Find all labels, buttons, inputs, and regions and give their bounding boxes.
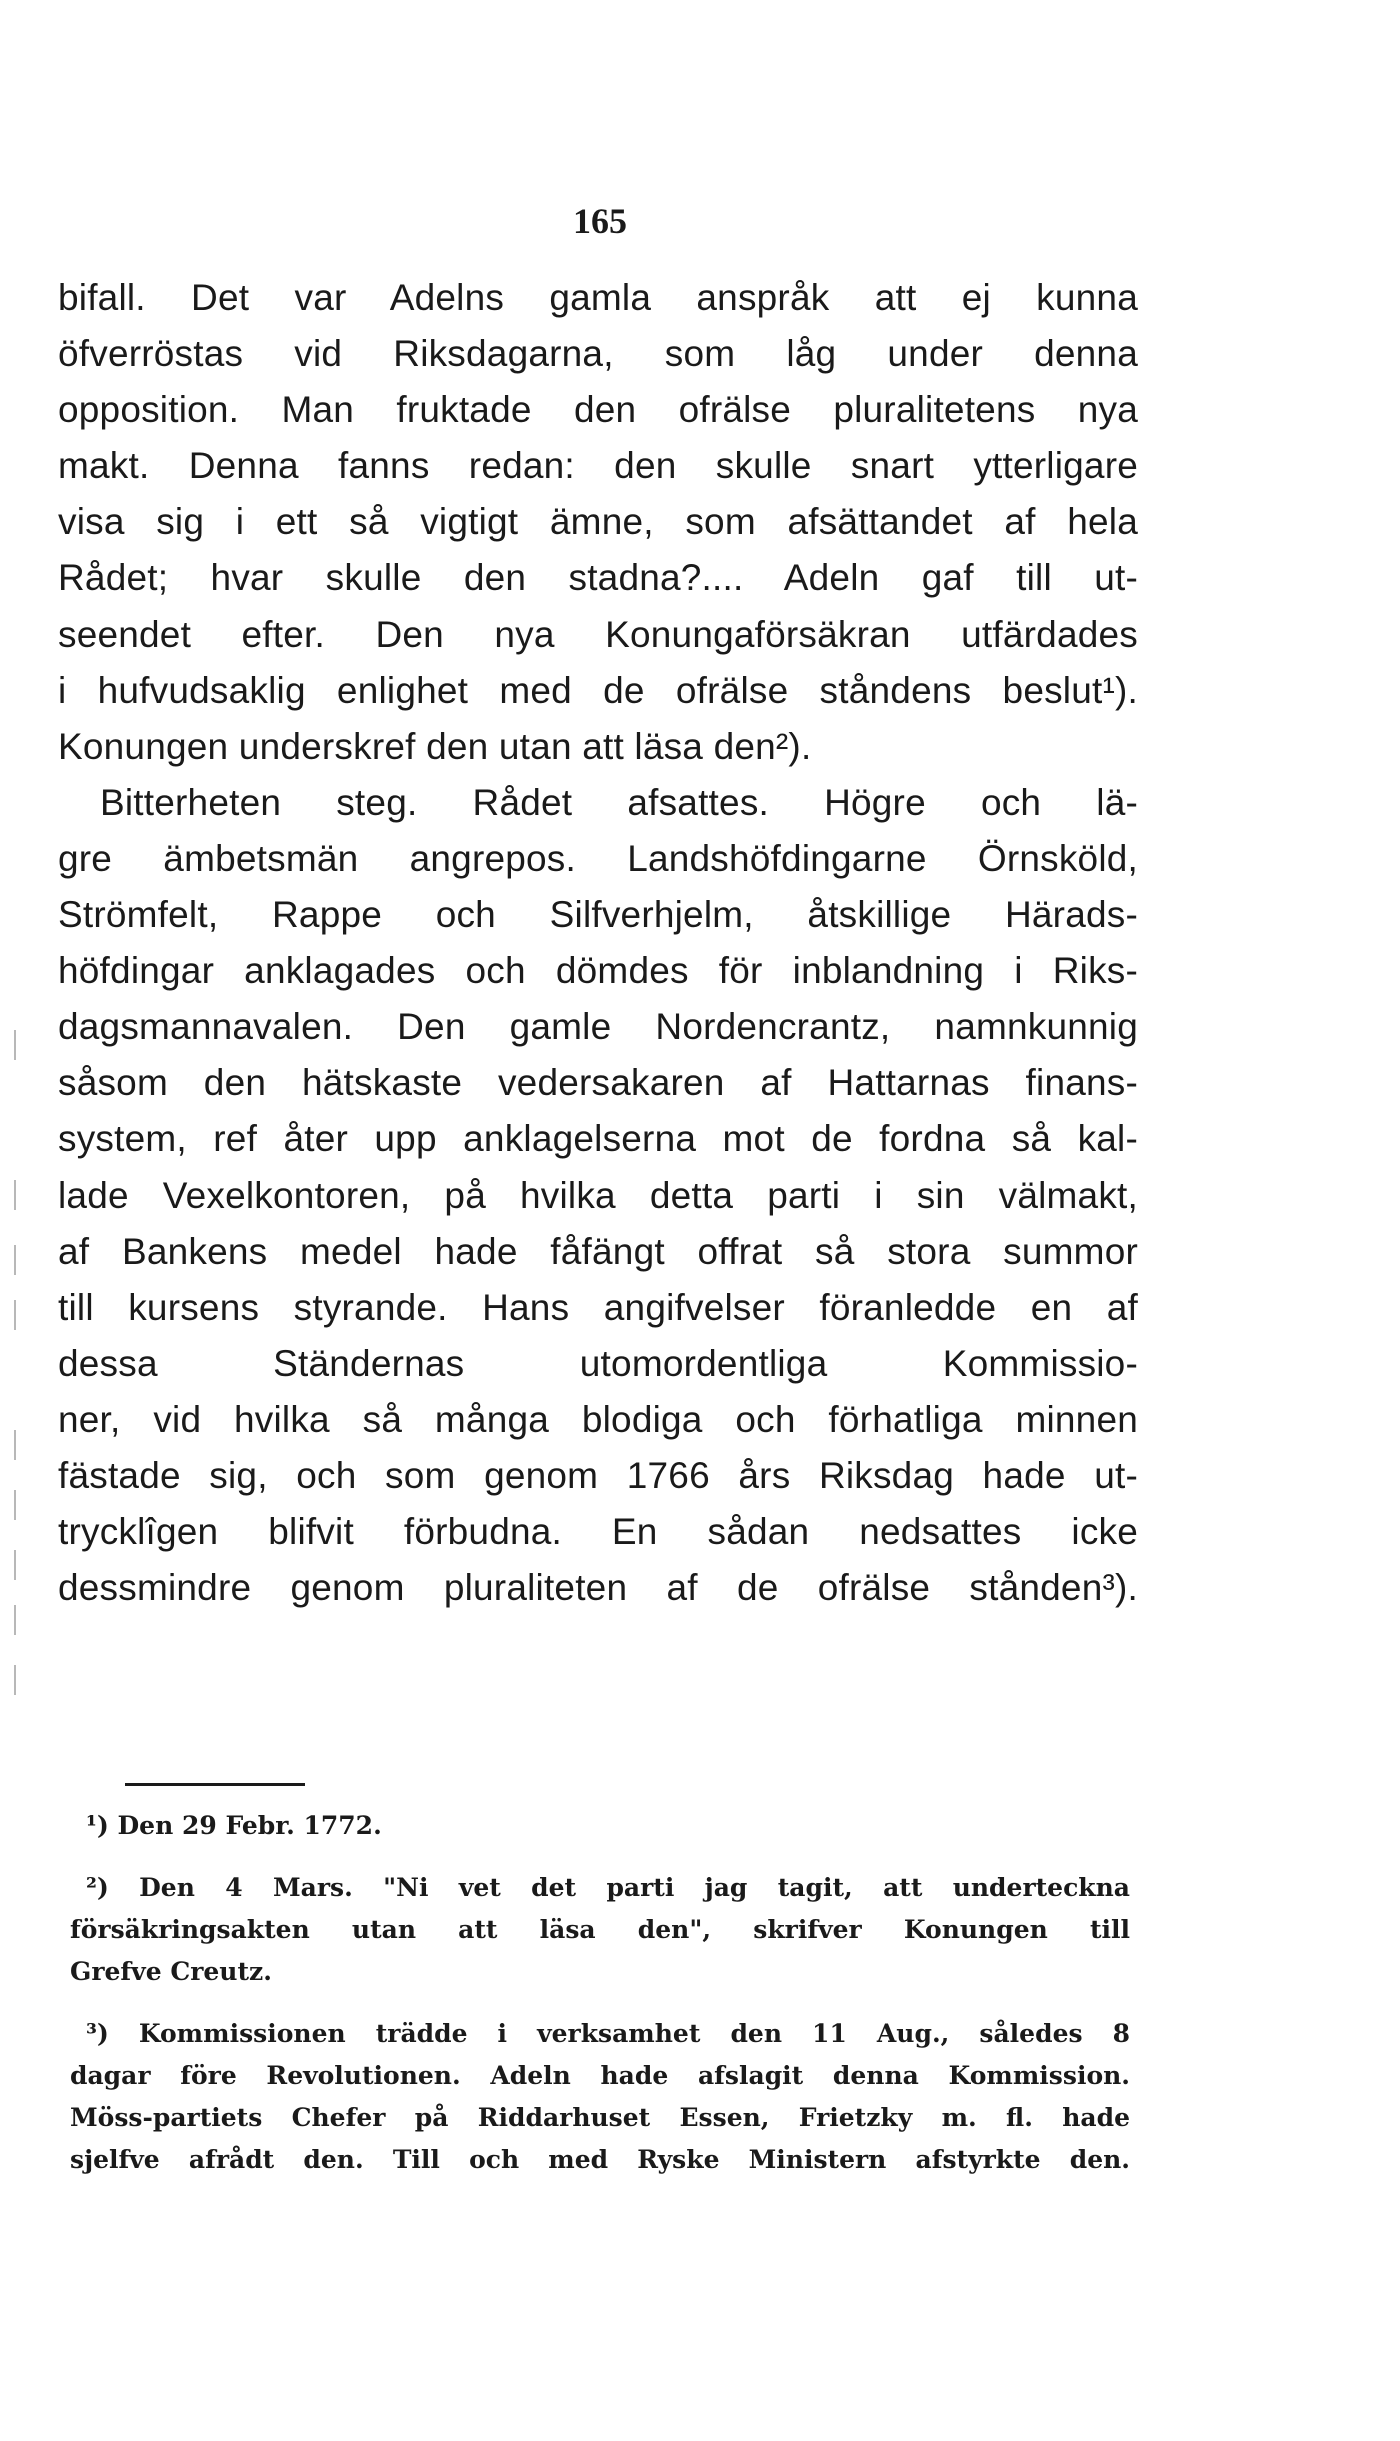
- footnote-3-line: Möss-partiets Chefer på Riddarhuset Essen, Frietzky m. fl. hade: [70, 2103, 1130, 2132]
- text-line: öfverröstas vid Riksdagarna, som låg under denna: [58, 333, 1138, 375]
- text-line: Konungen underskref den utan att läsa den²).: [58, 725, 812, 767]
- footnote-1: ¹) Den 29 Febr. 1772.: [86, 1811, 382, 1840]
- text-line: seendet efter. Den nya Konungaförsäkran utfärdades: [58, 613, 1138, 655]
- text-line: höfdingar anklagades och dömdes för inblandning i Riks-: [58, 950, 1138, 992]
- text-line: makt. Denna fanns redan: den skulle snart ytterligare: [58, 445, 1138, 487]
- text-line: bifall. Det var Adelns gamla anspråk att ej kunna: [58, 277, 1138, 318]
- scan-margin-mark: [14, 1180, 16, 1210]
- footnote-divider: [125, 1783, 305, 1786]
- scan-margin-mark: [14, 1605, 16, 1635]
- text-line: i hufvudsaklig enlighet med de ofrälse ståndens beslut¹).: [58, 669, 1138, 711]
- scan-margin-mark: [14, 1300, 16, 1330]
- footnote-3-line: ³) Kommissionen trädde i verksamhet den 11 Aug., således 8: [86, 2019, 1130, 2048]
- text-line: visa sig i ett så vigtigt ämne, som afsättandet af hela: [58, 501, 1138, 543]
- scan-margin-mark: [14, 1430, 16, 1460]
- text-line: Strömfelt, Rappe och Silfverhjelm, åtskillige Härads-: [58, 894, 1138, 936]
- text-line: system, ref åter upp anklagelserna mot de fordna så kal-: [58, 1118, 1138, 1160]
- text-line: Bitterheten steg. Rådet afsattes. Högre och lä-: [100, 781, 1138, 823]
- text-line: såsom den hätskaste vedersakaren af Hattarnas finans-: [58, 1062, 1138, 1104]
- footnote-2-line: Grefve Creutz.: [70, 1957, 272, 1986]
- scan-margin-mark: [14, 1490, 16, 1520]
- text-line: dagsmannavalen. Den gamle Nordencrantz, namnkunnig: [58, 1006, 1138, 1048]
- text-line: Rådet; hvar skulle den stadna?.... Adeln gaf till ut-: [58, 557, 1138, 599]
- footnote-2-line: ²) Den 4 Mars. "Ni vet det parti jag tagit, att underteckna: [86, 1873, 1130, 1902]
- text-line: dessa Ständernas utomordentliga Kommissio-: [58, 1342, 1138, 1384]
- text-line: fästade sig, och som genom 1766 års Riksdag hade ut-: [58, 1454, 1138, 1496]
- scan-margin-mark: [14, 1665, 16, 1695]
- text-line: trycklîgen blifvit förbudna. En sådan nedsattes icke: [58, 1511, 1138, 1553]
- page-number: 165: [573, 201, 627, 241]
- footnotes: [70, 1805, 1130, 2181]
- body-text: [58, 270, 1138, 1616]
- text-line: opposition. Man fruktade den ofrälse pluralitetens nya: [58, 389, 1138, 431]
- footnote-2-line: försäkringsakten utan att läsa den", skrifver Konungen till: [70, 1915, 1130, 1944]
- scan-margin-mark: [14, 1550, 16, 1580]
- text-line: dessmindre genom pluraliteten af de ofrälse stånden³).: [58, 1567, 1138, 1609]
- scan-margin-mark: [14, 1030, 16, 1060]
- text-line: lade Vexelkontoren, på hvilka detta parti i sin välmakt,: [58, 1174, 1138, 1216]
- text-line: af Bankens medel hade fåfängt offrat så stora summor: [58, 1230, 1138, 1272]
- text-line: ner, vid hvilka så många blodiga och förhatliga minnen: [58, 1398, 1138, 1440]
- scan-margin-mark: [14, 1245, 16, 1275]
- footnote-3-line: sjelfve afrådt den. Till och med Ryske Ministern afstyrkte den.: [70, 2145, 1130, 2174]
- text-line: gre ämbetsmän angrepos. Landshöfdingarne Örnsköld,: [58, 837, 1138, 879]
- footnote-3-line: dagar före Revolutionen. Adeln hade afslagit denna Kommission.: [70, 2061, 1130, 2090]
- text-line: till kursens styrande. Hans angifvelser föranledde en af: [58, 1286, 1138, 1328]
